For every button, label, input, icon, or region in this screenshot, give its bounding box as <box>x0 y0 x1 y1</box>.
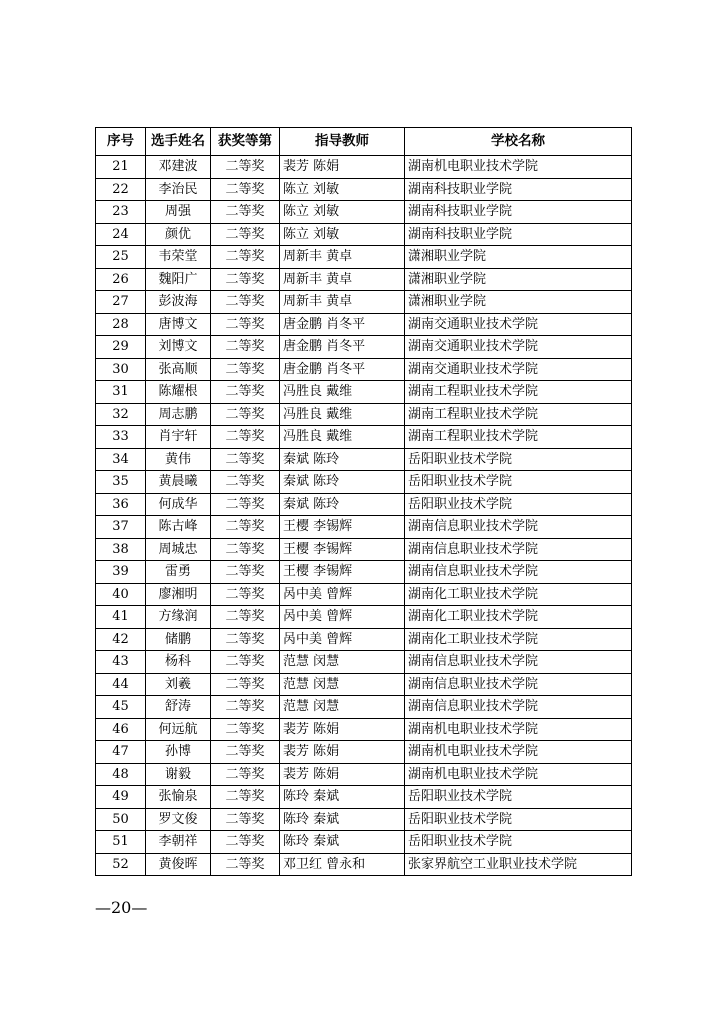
table-row <box>96 156 632 179</box>
cell-award-level: 二等奖 <box>211 201 280 224</box>
cell-index: 50 <box>96 808 146 831</box>
header-index: 序号 <box>96 128 146 156</box>
cell-index: 23 <box>96 201 146 224</box>
cell-school-name: 岳阳职业技术学院 <box>405 493 632 516</box>
cell-instructor: 周新丰 黄卓 <box>280 268 405 291</box>
header-award-level: 获奖等第 <box>211 128 280 156</box>
table-row <box>96 426 632 449</box>
header-instructor: 指导教师 <box>280 128 405 156</box>
table-row <box>96 853 632 876</box>
cell-index: 35 <box>96 471 146 494</box>
page-number: —20— <box>95 898 148 917</box>
cell-award-level: 二等奖 <box>211 786 280 809</box>
cell-contestant-name: 唐博文 <box>146 313 211 336</box>
cell-school-name: 湖南机电职业技术学院 <box>405 718 632 741</box>
table-row <box>96 696 632 719</box>
cell-index: 27 <box>96 291 146 314</box>
cell-contestant-name: 陈耀根 <box>146 381 211 404</box>
cell-contestant-name: 廖湘明 <box>146 583 211 606</box>
cell-contestant-name: 周志鹏 <box>146 403 211 426</box>
cell-award-level: 二等奖 <box>211 628 280 651</box>
cell-index: 31 <box>96 381 146 404</box>
cell-school-name: 湖南化工职业技术学院 <box>405 606 632 629</box>
cell-award-level: 二等奖 <box>211 538 280 561</box>
cell-instructor: 秦斌 陈玲 <box>280 471 405 494</box>
header-school-name: 学校名称 <box>405 128 632 156</box>
table-row <box>96 538 632 561</box>
cell-instructor: 王樱 李锡辉 <box>280 516 405 539</box>
cell-index: 22 <box>96 178 146 201</box>
cell-school-name: 潇湘职业学院 <box>405 291 632 314</box>
cell-contestant-name: 杨科 <box>146 651 211 674</box>
cell-instructor: 呙中美 曾辉 <box>280 583 405 606</box>
cell-contestant-name: 刘羲 <box>146 673 211 696</box>
cell-contestant-name: 颜优 <box>146 223 211 246</box>
cell-index: 28 <box>96 313 146 336</box>
cell-school-name: 湖南工程职业技术学院 <box>405 426 632 449</box>
cell-award-level: 二等奖 <box>211 471 280 494</box>
cell-award-level: 二等奖 <box>211 156 280 179</box>
cell-instructor: 陈玲 秦斌 <box>280 786 405 809</box>
cell-index: 24 <box>96 223 146 246</box>
cell-award-level: 二等奖 <box>211 651 280 674</box>
cell-index: 52 <box>96 853 146 876</box>
cell-school-name: 湖南机电职业技术学院 <box>405 763 632 786</box>
cell-award-level: 二等奖 <box>211 178 280 201</box>
cell-school-name: 湖南信息职业技术学院 <box>405 561 632 584</box>
header-contestant-name: 选手姓名 <box>146 128 211 156</box>
cell-award-level: 二等奖 <box>211 223 280 246</box>
cell-award-level: 二等奖 <box>211 763 280 786</box>
table-row <box>96 201 632 224</box>
table-row <box>96 381 632 404</box>
cell-award-level: 二等奖 <box>211 561 280 584</box>
table-row <box>96 718 632 741</box>
cell-school-name: 湖南信息职业技术学院 <box>405 696 632 719</box>
cell-contestant-name: 罗文俊 <box>146 808 211 831</box>
cell-instructor: 陈玲 秦斌 <box>280 808 405 831</box>
cell-school-name: 湖南交通职业技术学院 <box>405 358 632 381</box>
cell-instructor: 唐金鹏 肖冬平 <box>280 336 405 359</box>
cell-index: 29 <box>96 336 146 359</box>
cell-contestant-name: 肖宇轩 <box>146 426 211 449</box>
cell-school-name: 湖南科技职业学院 <box>405 201 632 224</box>
cell-index: 26 <box>96 268 146 291</box>
cell-school-name: 湖南化工职业技术学院 <box>405 583 632 606</box>
cell-instructor: 邓卫红 曾永和 <box>280 853 405 876</box>
cell-contestant-name: 何远航 <box>146 718 211 741</box>
cell-contestant-name: 李朝祥 <box>146 831 211 854</box>
table-row <box>96 291 632 314</box>
cell-instructor: 范慧 闵慧 <box>280 696 405 719</box>
cell-contestant-name: 李治民 <box>146 178 211 201</box>
cell-award-level: 二等奖 <box>211 493 280 516</box>
table-row <box>96 673 632 696</box>
cell-instructor: 裴芳 陈娟 <box>280 718 405 741</box>
cell-instructor: 秦斌 陈玲 <box>280 448 405 471</box>
cell-instructor: 唐金鹏 肖冬平 <box>280 358 405 381</box>
table-header-row <box>96 128 632 156</box>
cell-school-name: 潇湘职业学院 <box>405 268 632 291</box>
cell-school-name: 岳阳职业技术学院 <box>405 831 632 854</box>
table-row <box>96 808 632 831</box>
cell-contestant-name: 韦荣堂 <box>146 246 211 269</box>
cell-school-name: 岳阳职业技术学院 <box>405 471 632 494</box>
cell-award-level: 二等奖 <box>211 606 280 629</box>
cell-instructor: 冯胜良 戴维 <box>280 426 405 449</box>
cell-index: 34 <box>96 448 146 471</box>
cell-contestant-name: 黄晨曦 <box>146 471 211 494</box>
cell-instructor: 裴芳 陈娟 <box>280 763 405 786</box>
cell-school-name: 湖南机电职业技术学院 <box>405 741 632 764</box>
cell-school-name: 张家界航空工业职业技术学院 <box>405 853 632 876</box>
cell-school-name: 湖南交通职业技术学院 <box>405 336 632 359</box>
cell-school-name: 湖南工程职业技术学院 <box>405 381 632 404</box>
cell-index: 38 <box>96 538 146 561</box>
table-row <box>96 268 632 291</box>
cell-instructor: 王樱 李锡辉 <box>280 538 405 561</box>
table-body <box>96 156 632 876</box>
cell-award-level: 二等奖 <box>211 583 280 606</box>
cell-contestant-name: 黄伟 <box>146 448 211 471</box>
table-row <box>96 628 632 651</box>
cell-instructor: 冯胜良 戴维 <box>280 381 405 404</box>
cell-award-level: 二等奖 <box>211 358 280 381</box>
cell-contestant-name: 彭波海 <box>146 291 211 314</box>
cell-award-level: 二等奖 <box>211 291 280 314</box>
cell-instructor: 秦斌 陈玲 <box>280 493 405 516</box>
cell-instructor: 周新丰 黄卓 <box>280 291 405 314</box>
cell-award-level: 二等奖 <box>211 741 280 764</box>
cell-award-level: 二等奖 <box>211 718 280 741</box>
cell-instructor: 范慧 闵慧 <box>280 673 405 696</box>
cell-instructor: 裴芳 陈娟 <box>280 741 405 764</box>
cell-school-name: 湖南科技职业学院 <box>405 178 632 201</box>
cell-school-name: 湖南工程职业技术学院 <box>405 403 632 426</box>
table-row <box>96 313 632 336</box>
cell-school-name: 岳阳职业技术学院 <box>405 808 632 831</box>
table-row <box>96 246 632 269</box>
table-row <box>96 561 632 584</box>
cell-index: 48 <box>96 763 146 786</box>
cell-school-name: 岳阳职业技术学院 <box>405 448 632 471</box>
cell-contestant-name: 周城忠 <box>146 538 211 561</box>
cell-school-name: 湖南信息职业技术学院 <box>405 673 632 696</box>
cell-index: 36 <box>96 493 146 516</box>
cell-index: 51 <box>96 831 146 854</box>
cell-index: 44 <box>96 673 146 696</box>
cell-award-level: 二等奖 <box>211 268 280 291</box>
cell-instructor: 呙中美 曾辉 <box>280 606 405 629</box>
cell-instructor: 唐金鹏 肖冬平 <box>280 313 405 336</box>
table-row <box>96 178 632 201</box>
table-row <box>96 358 632 381</box>
cell-index: 40 <box>96 583 146 606</box>
cell-school-name: 潇湘职业学院 <box>405 246 632 269</box>
cell-index: 39 <box>96 561 146 584</box>
cell-instructor: 冯胜良 戴维 <box>280 403 405 426</box>
cell-instructor: 王樱 李锡辉 <box>280 561 405 584</box>
cell-award-level: 二等奖 <box>211 336 280 359</box>
cell-index: 49 <box>96 786 146 809</box>
table-row <box>96 741 632 764</box>
cell-award-level: 二等奖 <box>211 403 280 426</box>
table-row <box>96 223 632 246</box>
cell-instructor: 陈玲 秦斌 <box>280 831 405 854</box>
cell-index: 41 <box>96 606 146 629</box>
cell-school-name: 湖南化工职业技术学院 <box>405 628 632 651</box>
cell-instructor: 陈立 刘敏 <box>280 178 405 201</box>
table-row <box>96 763 632 786</box>
cell-school-name: 岳阳职业技术学院 <box>405 786 632 809</box>
cell-school-name: 湖南信息职业技术学院 <box>405 651 632 674</box>
table-row <box>96 471 632 494</box>
cell-contestant-name: 刘博文 <box>146 336 211 359</box>
cell-instructor: 裴芳 陈娟 <box>280 156 405 179</box>
table-row <box>96 403 632 426</box>
award-table <box>95 127 632 876</box>
cell-index: 32 <box>96 403 146 426</box>
cell-instructor: 范慧 闵慧 <box>280 651 405 674</box>
cell-school-name: 湖南信息职业技术学院 <box>405 516 632 539</box>
table-row <box>96 651 632 674</box>
cell-award-level: 二等奖 <box>211 381 280 404</box>
cell-award-level: 二等奖 <box>211 426 280 449</box>
table-row <box>96 831 632 854</box>
table-row <box>96 516 632 539</box>
cell-contestant-name: 谢毅 <box>146 763 211 786</box>
cell-index: 33 <box>96 426 146 449</box>
cell-instructor: 呙中美 曾辉 <box>280 628 405 651</box>
table-row <box>96 583 632 606</box>
cell-contestant-name: 陈古峰 <box>146 516 211 539</box>
cell-index: 30 <box>96 358 146 381</box>
cell-index: 21 <box>96 156 146 179</box>
cell-instructor: 周新丰 黄卓 <box>280 246 405 269</box>
cell-contestant-name: 黄俊晖 <box>146 853 211 876</box>
table-row <box>96 336 632 359</box>
cell-index: 25 <box>96 246 146 269</box>
cell-award-level: 二等奖 <box>211 853 280 876</box>
cell-award-level: 二等奖 <box>211 516 280 539</box>
cell-index: 43 <box>96 651 146 674</box>
cell-award-level: 二等奖 <box>211 696 280 719</box>
cell-school-name: 湖南科技职业学院 <box>405 223 632 246</box>
cell-school-name: 湖南交通职业技术学院 <box>405 313 632 336</box>
cell-contestant-name: 魏阳广 <box>146 268 211 291</box>
cell-contestant-name: 何成华 <box>146 493 211 516</box>
cell-contestant-name: 储鹏 <box>146 628 211 651</box>
table-row <box>96 786 632 809</box>
cell-index: 42 <box>96 628 146 651</box>
cell-award-level: 二等奖 <box>211 313 280 336</box>
cell-award-level: 二等奖 <box>211 246 280 269</box>
cell-instructor: 陈立 刘敏 <box>280 201 405 224</box>
cell-contestant-name: 周强 <box>146 201 211 224</box>
cell-contestant-name: 孙博 <box>146 741 211 764</box>
cell-contestant-name: 方缘润 <box>146 606 211 629</box>
cell-contestant-name: 张高顺 <box>146 358 211 381</box>
table-row <box>96 606 632 629</box>
cell-contestant-name: 张愉泉 <box>146 786 211 809</box>
cell-contestant-name: 邓建波 <box>146 156 211 179</box>
table-row <box>96 448 632 471</box>
cell-award-level: 二等奖 <box>211 448 280 471</box>
cell-contestant-name: 舒涛 <box>146 696 211 719</box>
cell-school-name: 湖南信息职业技术学院 <box>405 538 632 561</box>
cell-contestant-name: 雷勇 <box>146 561 211 584</box>
cell-index: 37 <box>96 516 146 539</box>
cell-index: 47 <box>96 741 146 764</box>
cell-index: 46 <box>96 718 146 741</box>
table-row <box>96 493 632 516</box>
cell-instructor: 陈立 刘敏 <box>280 223 405 246</box>
cell-award-level: 二等奖 <box>211 673 280 696</box>
cell-index: 45 <box>96 696 146 719</box>
cell-school-name: 湖南机电职业技术学院 <box>405 156 632 179</box>
cell-award-level: 二等奖 <box>211 831 280 854</box>
cell-award-level: 二等奖 <box>211 808 280 831</box>
